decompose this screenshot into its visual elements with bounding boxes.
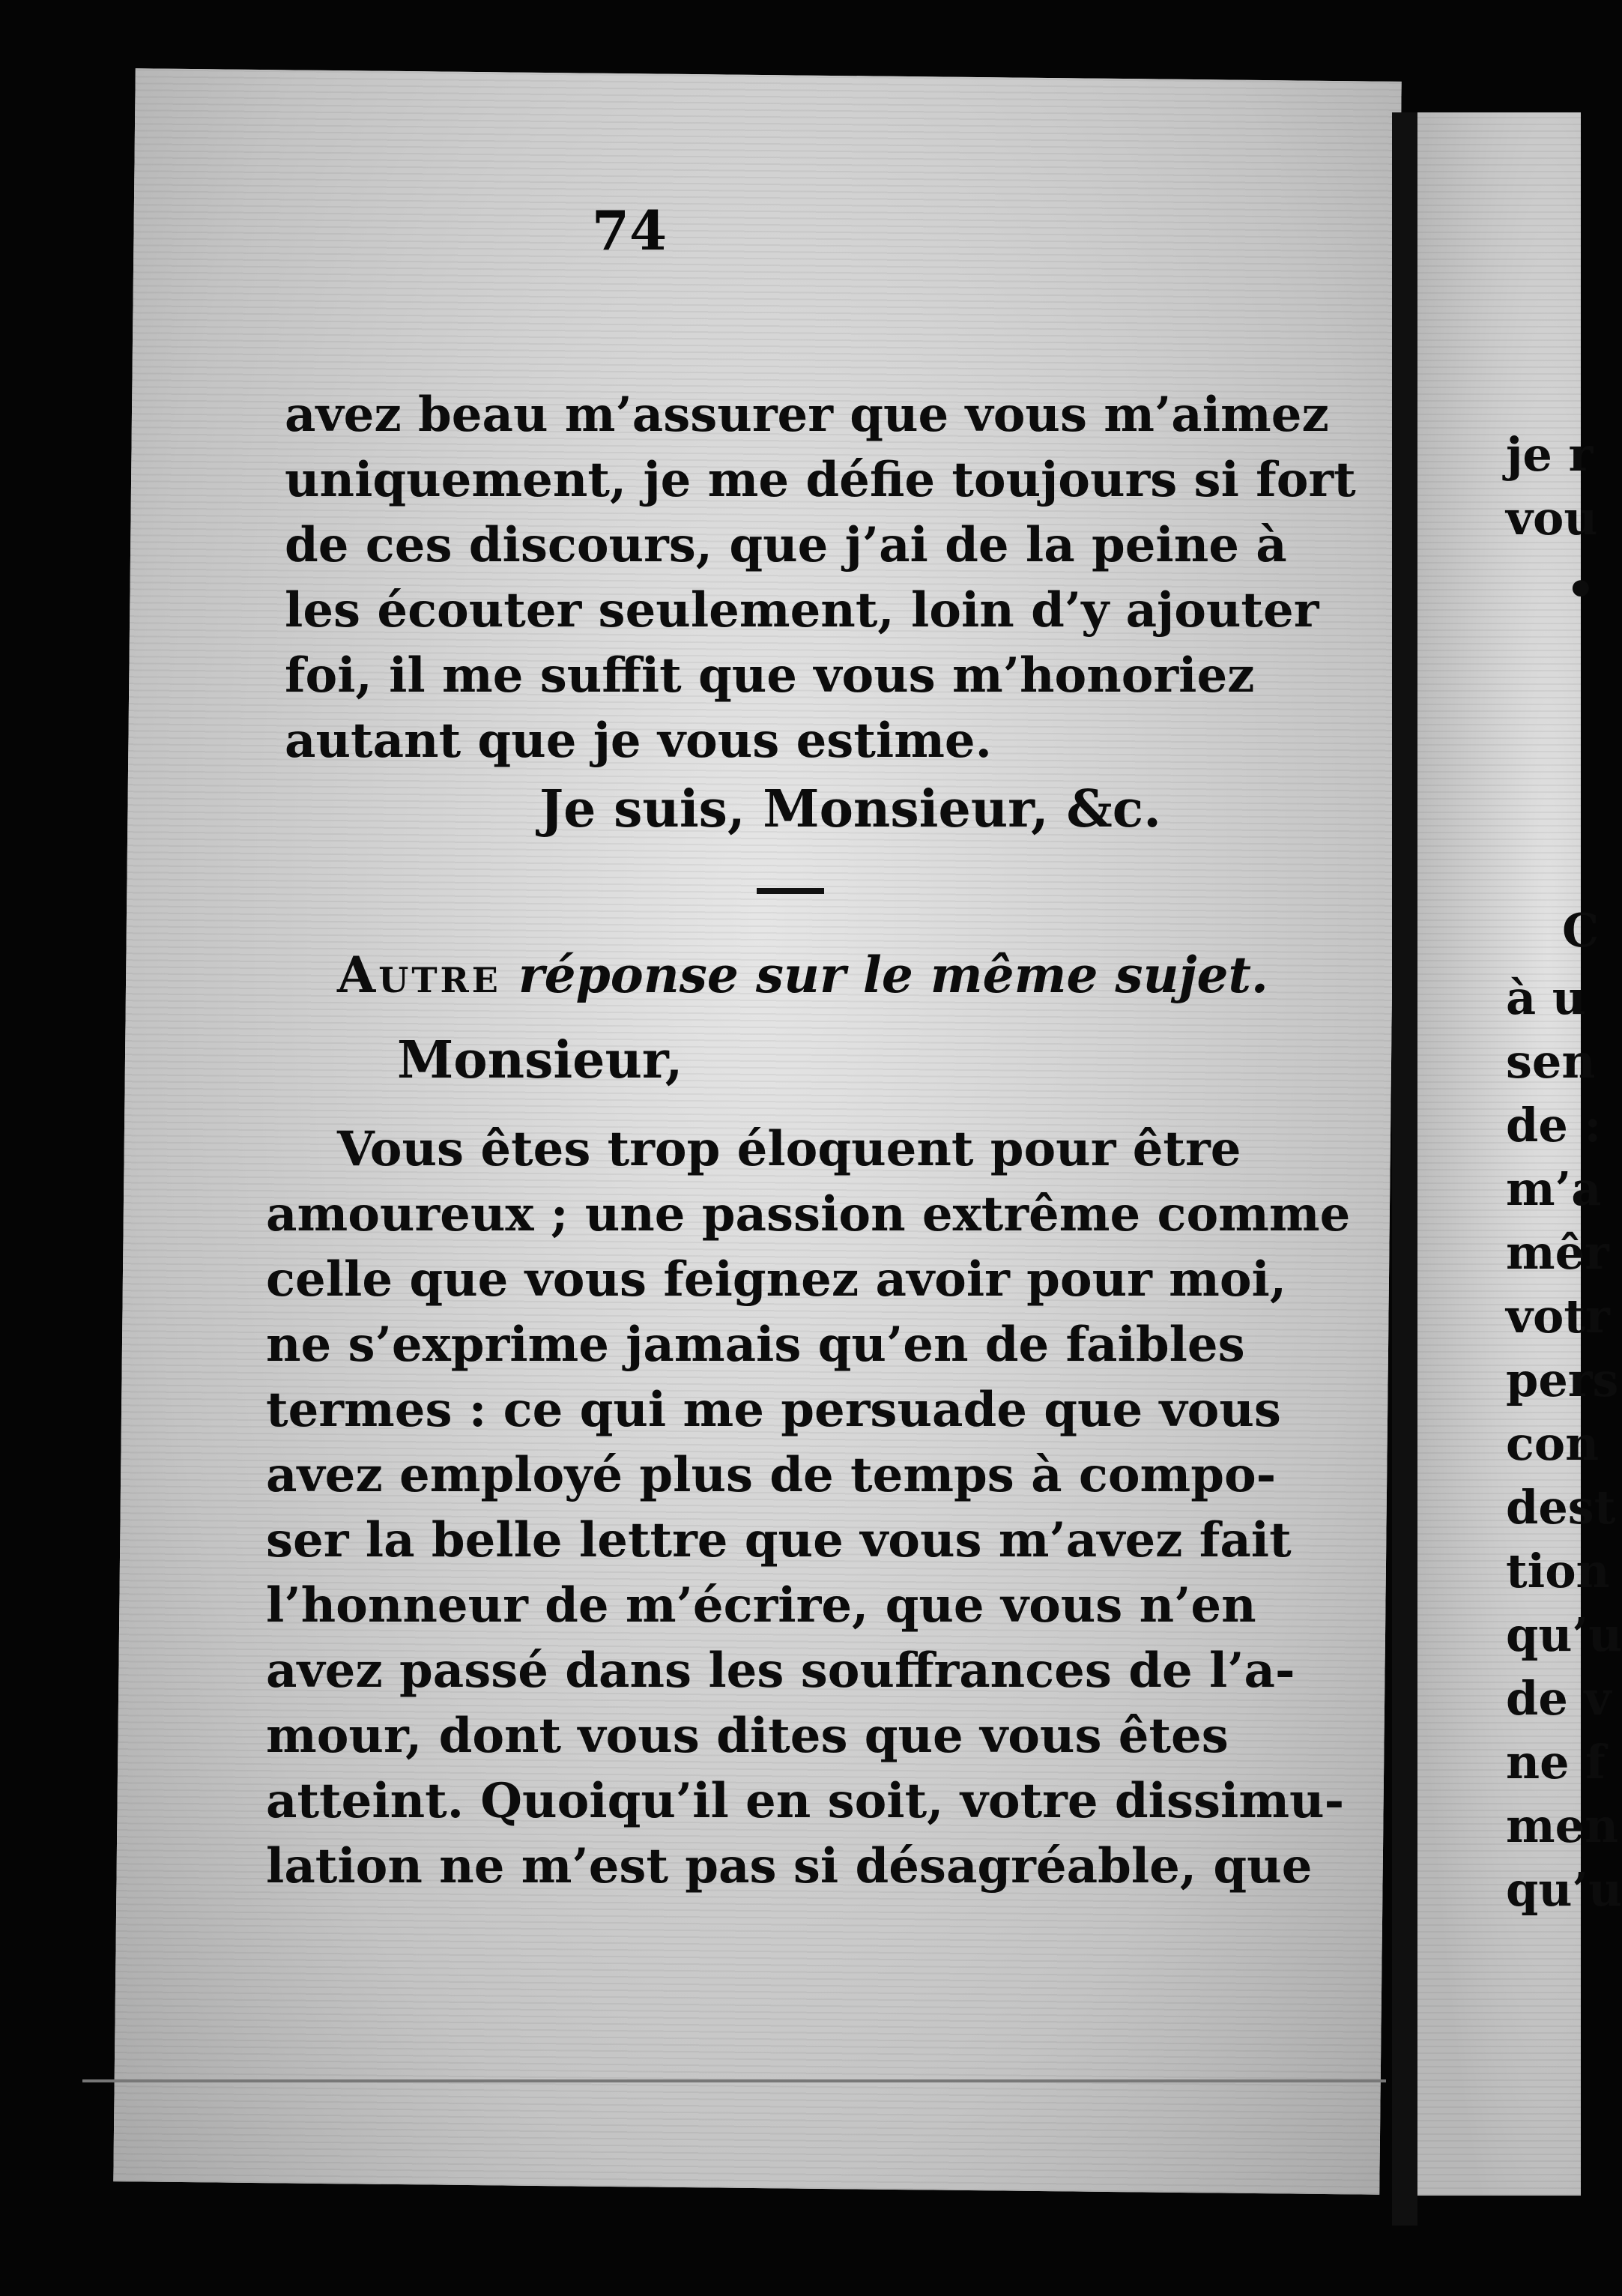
page-bottom-rule (82, 2079, 1386, 2082)
right-page-fragment: tion (1506, 1544, 1610, 1598)
right-page-fragment: sen (1506, 1034, 1596, 1089)
right-page-fragment: vou (1506, 491, 1598, 546)
paragraph-1 (285, 382, 1356, 773)
text-line: termes : ce qui me persuade que vous (266, 1382, 1281, 1438)
right-page-fragment: à u (1506, 970, 1586, 1025)
right-page-fragment: m’a (1506, 1161, 1602, 1216)
right-page-fragment: qu’u (1506, 1862, 1622, 1917)
text-line: lation ne m’est pas si désagréable, que (266, 1838, 1313, 1894)
book-gutter (1392, 112, 1417, 2226)
right-page-fragment: de : (1506, 1098, 1602, 1152)
closing-line: Je suis, Monsieur, &c. (539, 779, 1161, 839)
page-number: 74 (591, 199, 668, 262)
text-line: Vous êtes trop éloquent pour être (337, 1121, 1241, 1177)
right-page-fragment: qu’u (1506, 1607, 1622, 1662)
text-line: avez passé dans les souffrances de l’a- (266, 1643, 1295, 1699)
text-line: avez beau m’assurer que vous m’aimez (285, 387, 1329, 443)
heading-italic: réponse sur le même sujet. (518, 946, 1268, 1004)
right-page-fragment: votr (1506, 1289, 1610, 1344)
text-line: atteint. Quoiqu’il en soit, votre dissimu- (266, 1773, 1345, 1829)
right-page-fragment: con (1506, 1416, 1600, 1471)
text-line: celle que vous feignez avoir pour moi, (266, 1251, 1287, 1308)
text-line: amoureux ; une passion extrême comme (266, 1186, 1351, 1242)
paragraph-2 (266, 1117, 1351, 1899)
text-line: ser la belle lettre que vous m’avez fait (266, 1512, 1292, 1568)
right-page-fragment: dest (1506, 1480, 1616, 1535)
text-line: mour, dont vous dites que vous êtes (266, 1708, 1229, 1764)
text-line: de ces discours, que j’ai de la peine à (285, 517, 1287, 573)
text-line: autant que je vous estime. (285, 713, 992, 769)
right-page-fragment: de v (1506, 1671, 1612, 1726)
text-line: les écouter seulement, loin d’y ajouter (285, 582, 1319, 638)
right-page-fragment: men (1506, 1798, 1619, 1853)
text-line: foi, il me suffit que vous m’honoriez (285, 647, 1255, 704)
heading-smallcaps: Autre (337, 946, 501, 1004)
right-page-fragment: • (1566, 562, 1596, 617)
right-page-fragment: C (1562, 903, 1600, 958)
text-line: avez employé plus de temps à compo- (266, 1447, 1277, 1503)
text-line: uniquement, je me défie toujours si fort (285, 452, 1356, 508)
right-page-fragment: ne f (1506, 1735, 1606, 1789)
right-page-fragment: pers (1506, 1353, 1619, 1407)
right-page-fragment: je r (1506, 427, 1594, 482)
section-heading (337, 946, 1268, 1004)
section-rule (757, 888, 824, 894)
right-page-fragment: mêr (1506, 1225, 1609, 1280)
text-line: ne s’exprime jamais qu’en de faibles (266, 1317, 1245, 1373)
text-line: l’honneur de m’écrire, que vous n’en (266, 1577, 1256, 1634)
salutation: Monsieur, (397, 1030, 683, 1090)
